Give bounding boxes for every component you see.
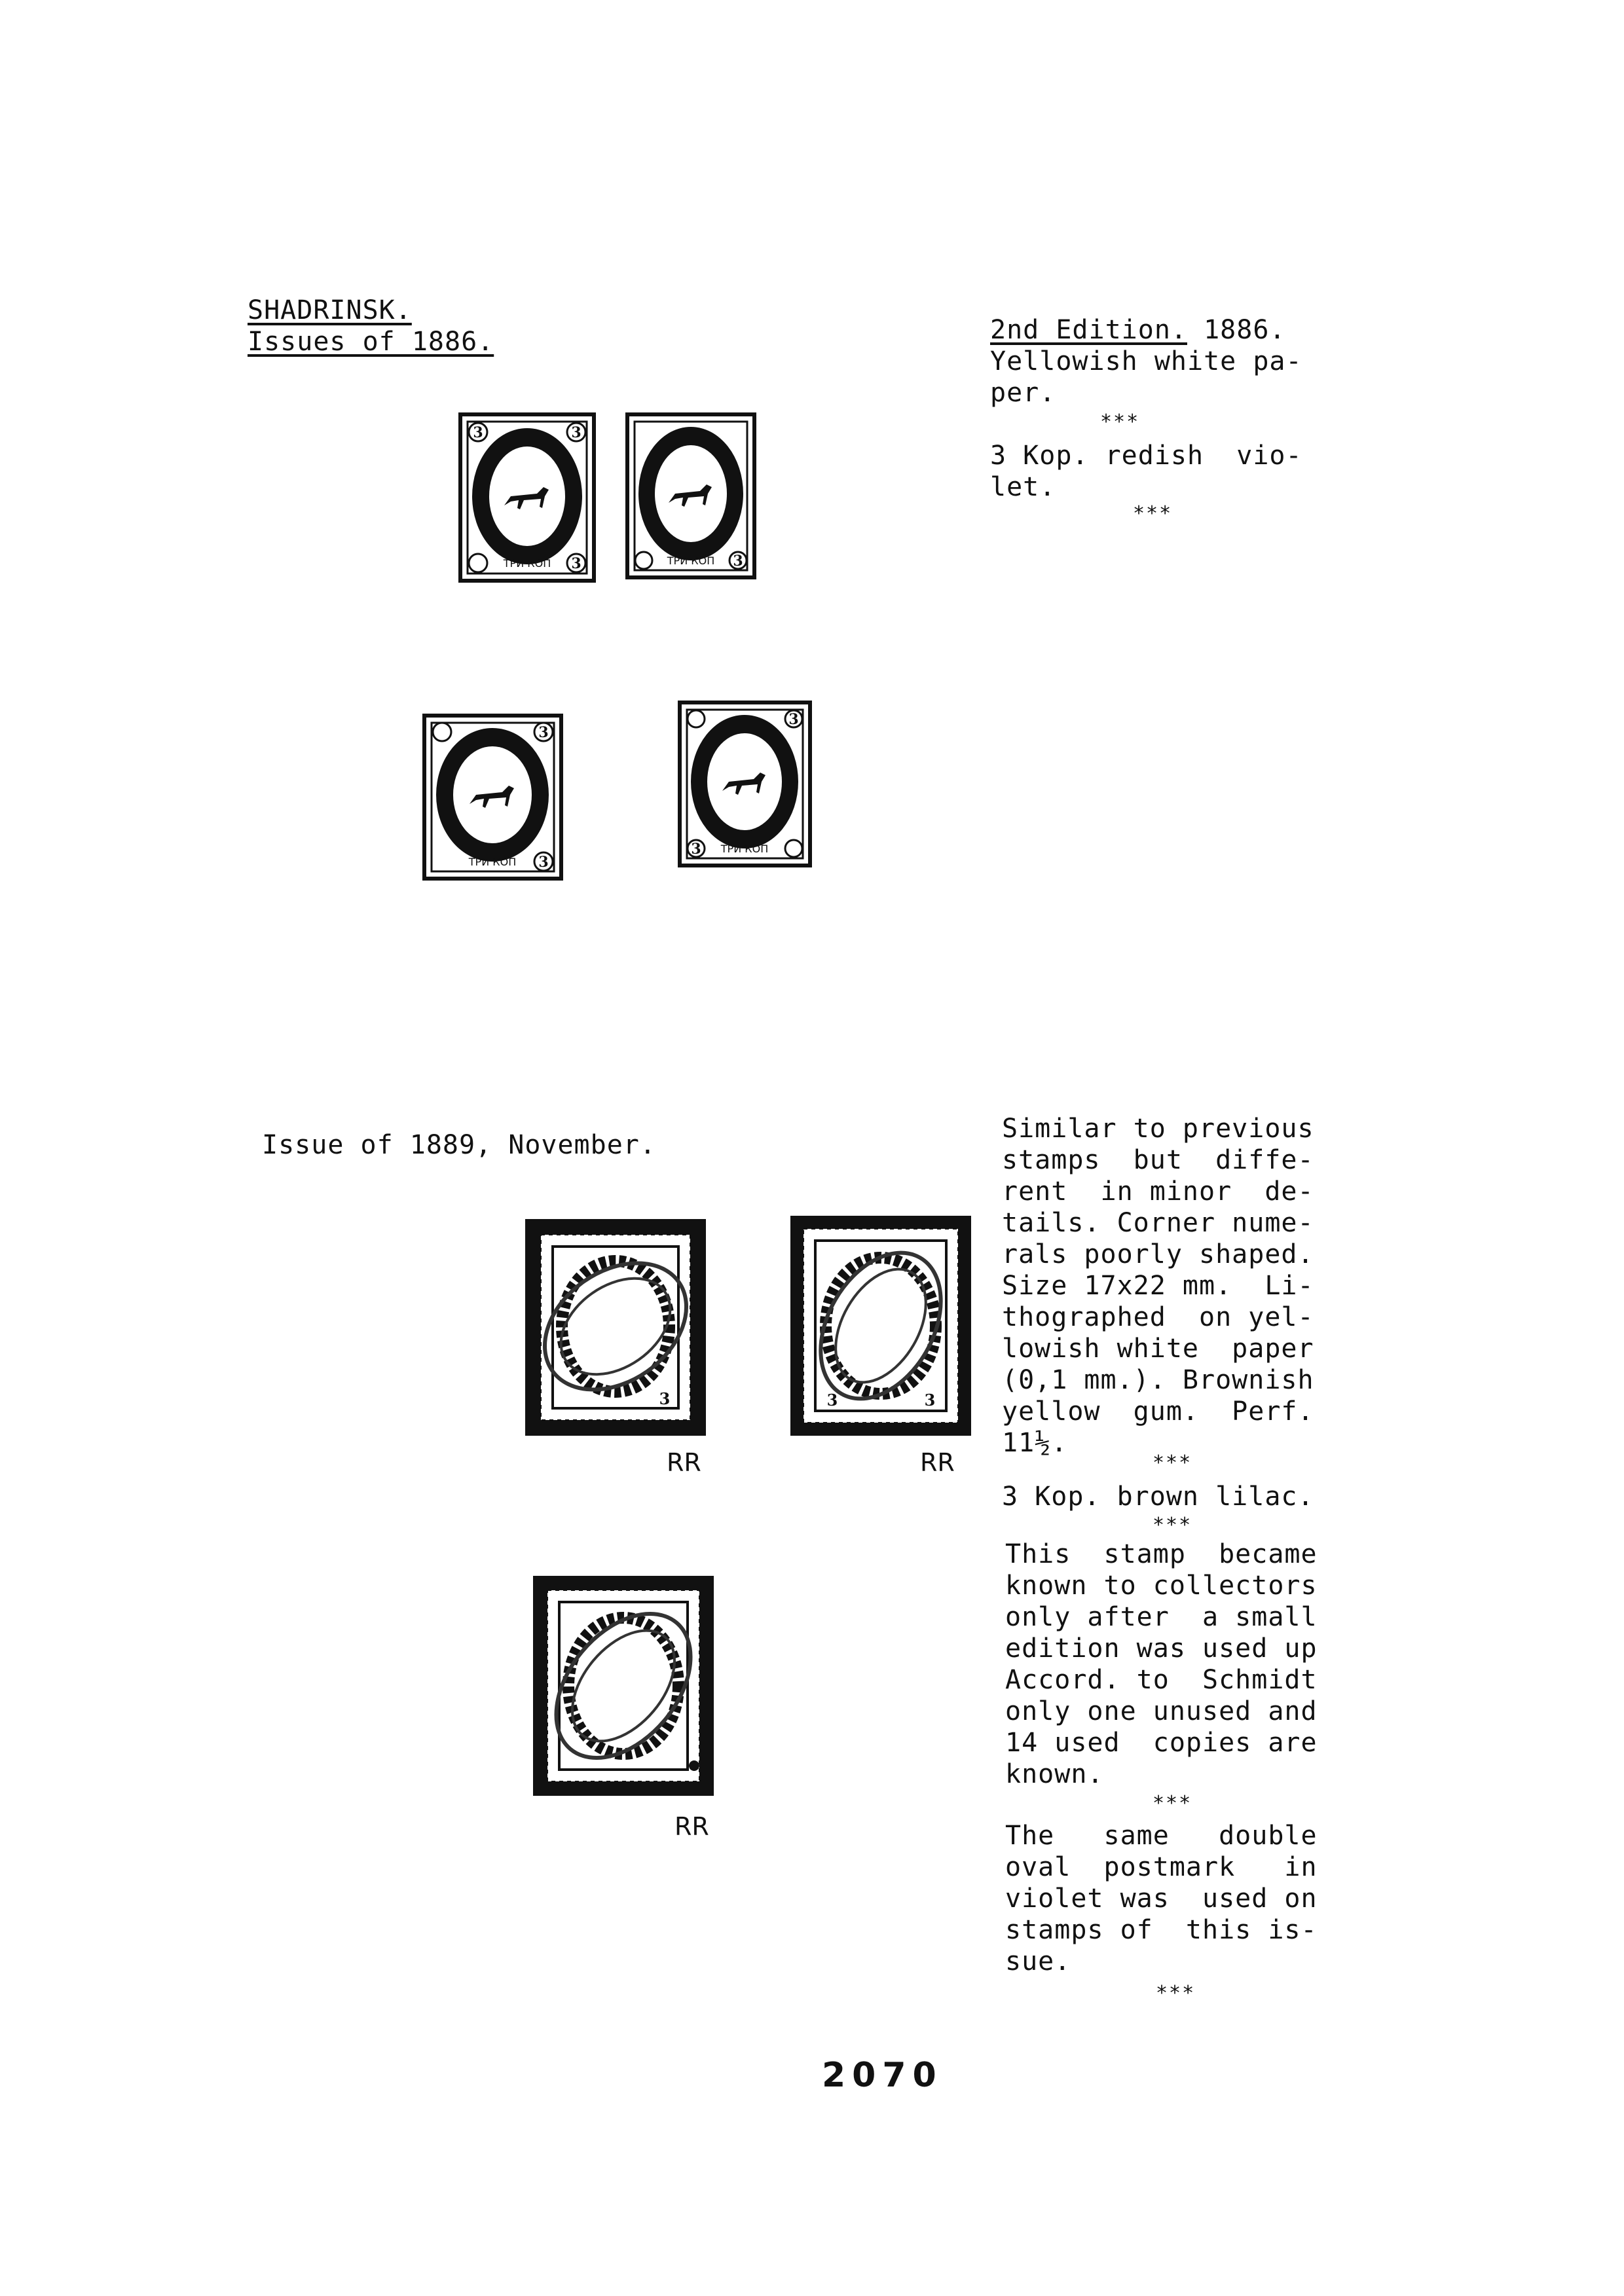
page-number: 2070 xyxy=(822,2056,943,2095)
stamp-1886-d-image xyxy=(678,701,812,867)
stamp-1886-c-image xyxy=(422,714,563,881)
edition-year: 1886. xyxy=(1187,315,1286,345)
stamp-value-label: ТРИ КОП xyxy=(667,555,715,567)
corner-numeral: 3 xyxy=(826,1391,838,1410)
stamp-value-label: ТРИ КОП xyxy=(503,557,551,570)
stamp-1886-a-image xyxy=(458,412,596,583)
stamp-1889-c xyxy=(532,1575,715,1797)
stamp-1889-b xyxy=(789,1214,972,1437)
page-title: SHADRINSK. xyxy=(248,295,412,325)
separator-stars: *** xyxy=(1153,1514,1192,1537)
issue-1889-heading: Issue of 1889, November. xyxy=(262,1130,656,1160)
separator-stars: *** xyxy=(1153,1792,1192,1815)
stamp-value-1886: 3 Kop. redish vio- let. xyxy=(990,441,1302,502)
rarity-mark: RR xyxy=(920,1448,955,1477)
corner-numeral: 3 xyxy=(538,854,549,871)
corner-numeral: 3 xyxy=(691,841,701,858)
edition-label: 2nd Edition. xyxy=(990,315,1187,345)
stamp-1886-b xyxy=(625,412,756,579)
edition-heading xyxy=(990,314,1285,346)
stamp-value-label: ТРИ КОП xyxy=(720,843,769,855)
corner-numeral: 3 xyxy=(571,424,581,441)
collector-note: This stamp became known to collectors only after a small edition was used up Accord. to Schmidt only one unused and 14 used copies are known. xyxy=(1005,1539,1318,1789)
corner-numeral: 3 xyxy=(733,553,743,570)
stamp-1886-c xyxy=(422,714,563,881)
stamp-1886-d xyxy=(678,701,812,867)
stamp-1886-b-image xyxy=(625,412,756,579)
corner-numeral: 3 xyxy=(473,424,483,441)
issue-1889-description: Similar to previous stamps but diffe- rent in minor de- tails. Corner nume- rals poorly shaped. Size 17x22 mm. Li- thographed on yel- lowish white paper (0,1 mm.). Brownish yellow gum. Perf. 11½. xyxy=(1002,1114,1314,1458)
separator-stars: *** xyxy=(1100,410,1140,433)
corner-numeral: 3 xyxy=(924,1391,936,1410)
postmark-note: The same double oval postmark in violet was used on stamps of this is- sue. xyxy=(1005,1821,1318,1977)
stamp-1889-a-image xyxy=(524,1218,707,1437)
rarity-mark: RR xyxy=(674,1812,709,1841)
separator-stars: *** xyxy=(1133,502,1173,525)
corner-numeral: 3 xyxy=(571,555,581,572)
corner-numeral: 3 xyxy=(538,724,549,741)
stamp-value-1889: 3 Kop. brown lilac. xyxy=(1002,1482,1314,1512)
stamp-1889-c-image xyxy=(532,1575,715,1797)
corner-numeral: 3 xyxy=(659,1389,671,1408)
paper-description: Yellowish white pa- per. xyxy=(990,346,1302,408)
stamp-1889-a xyxy=(524,1218,707,1437)
stamp-1886-a xyxy=(458,412,596,583)
rarity-mark: RR xyxy=(667,1448,701,1477)
corner-numeral: 3 xyxy=(788,711,799,728)
issue-1886-heading: Issues of 1886. xyxy=(248,327,494,357)
separator-stars: *** xyxy=(1156,1982,1196,2005)
separator-stars: *** xyxy=(1153,1451,1192,1474)
stamp-value-label: ТРИ КОП xyxy=(468,856,517,868)
stamp-1889-b-image xyxy=(789,1214,972,1437)
